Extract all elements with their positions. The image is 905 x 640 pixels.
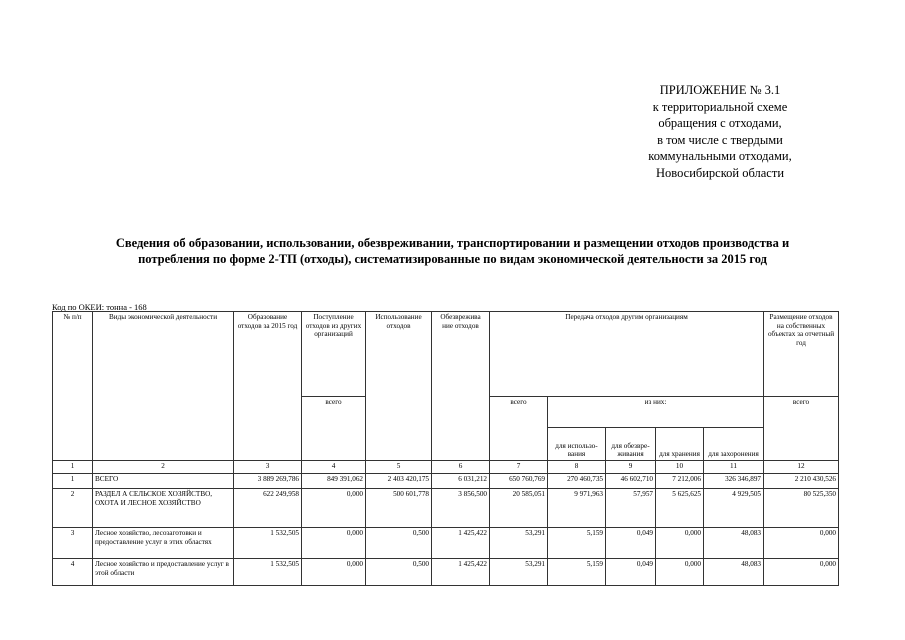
row-num: 3 [53,528,93,559]
row-num: 4 [53,559,93,586]
cell: 80 525,350 [764,489,839,528]
row-name: ВСЕГО [93,474,234,489]
appendix-line: коммунальными отходами, [648,149,792,163]
header-for-neutral: для обезвре- живания [606,428,656,461]
table-row [53,474,839,489]
cell: 0,000 [302,528,366,559]
header-of-them: из них: [548,397,764,428]
header-received-total: всего [302,397,366,461]
col-number: 7 [490,461,548,474]
cell: 500 601,778 [366,489,432,528]
cell: 0,000 [302,489,366,528]
table-row [53,559,839,586]
waste-table [52,311,839,586]
cell: 1 425,422 [432,559,490,586]
document-title: Сведения об образовании, использовании, обезвреживании, транспортировании и размещении отходов производства и потребления по форме 2-ТП (отходы), систематизированные по видам экономической деятельности за 2015 год [115,236,790,266]
col-number: 3 [234,461,302,474]
cell: 0,049 [606,528,656,559]
col-number: 10 [656,461,704,474]
col-number: 4 [302,461,366,474]
cell: 0,000 [764,528,839,559]
header-kind: Виды экономической деятельности [93,312,234,461]
cell: 57,957 [606,489,656,528]
header-row [53,312,839,397]
cell: 5 625,625 [656,489,704,528]
cell: 20 585,051 [490,489,548,528]
header-placement-total: всего [764,397,839,461]
appendix-line: к территориальной схеме [652,99,788,114]
header-placement: Размещение отходов на собственных объектах за отчетный год [764,312,839,397]
row-name: РАЗДЕЛ А СЕЛЬСКОЕ ХОЗЯЙСТВО, ОХОТА И ЛЕСНОЕ ХОЗЯЙСТВО [93,489,234,528]
appendix-line: в том числе с твердыми [657,132,783,147]
cell: 849 391,062 [302,474,366,489]
cell: 9 971,963 [548,489,606,528]
col-number: 8 [548,461,606,474]
col-number: 12 [764,461,839,474]
cell: 3 856,500 [432,489,490,528]
appendix-line: Новосибирской области [655,165,785,180]
header-for-use: для использо- вания [548,428,606,461]
cell: 5,159 [548,528,606,559]
cell: 48,083 [704,528,764,559]
cell: 650 760,769 [490,474,548,489]
header-received: Поступление отходов из других организаций [302,312,366,397]
table-row [53,489,839,528]
header-formed: Образование отходов за 2015 год [234,312,302,461]
col-number: 5 [366,461,432,474]
table-row [53,528,839,559]
cell: 3 889 269,786 [234,474,302,489]
header-transfer-total: всего [490,397,548,461]
row-name: Лесное хозяйство, лесозаготовки и предоставление услуг в этих областях [93,528,234,559]
cell: 6 031,212 [432,474,490,489]
cell: 2 403 420,175 [366,474,432,489]
cell: 1 532,505 [234,528,302,559]
cell: 622 249,958 [234,489,302,528]
okei-code: Код по ОКЕИ: тонна - 168 [52,302,147,312]
cell: 0,000 [764,559,839,586]
cell: 2 210 430,526 [764,474,839,489]
cell: 326 346,897 [704,474,764,489]
row-name: Лесное хозяйство и предоставление услуг в этой области [93,559,234,586]
cell: 0,000 [302,559,366,586]
cell: 1 425,422 [432,528,490,559]
cell: 53,291 [490,528,548,559]
cell: 7 212,006 [656,474,704,489]
header-for-burial: для захоронения [704,428,764,461]
col-number: 9 [606,461,656,474]
cell: 46 602,710 [606,474,656,489]
cell: 1 532,505 [234,559,302,586]
cell: 0,000 [656,528,704,559]
header-neutralized: Обезврежива ние отходов [432,312,490,461]
header-for-storage: для хранения [656,428,704,461]
col-number: 1 [53,461,93,474]
header-num: № п/п [53,312,93,461]
cell: 53,291 [490,559,548,586]
cell: 0,049 [606,559,656,586]
column-numbers-row [53,461,839,474]
cell: 0,500 [366,528,432,559]
cell: 48,083 [704,559,764,586]
col-number: 11 [704,461,764,474]
cell: 0,000 [656,559,704,586]
header-used: Использование отходов [366,312,432,461]
row-num: 1 [53,474,93,489]
cell: 0,500 [366,559,432,586]
appendix-line: обращения с отходами, [658,116,782,130]
cell: 270 460,735 [548,474,606,489]
col-number: 6 [432,461,490,474]
cell: 4 929,505 [704,489,764,528]
appendix-line: ПРИЛОЖЕНИЕ № 3.1 [659,83,781,97]
appendix-block [615,82,825,181]
row-num: 2 [53,489,93,528]
cell: 5,159 [548,559,606,586]
header-transfer: Передача отходов другим организациям [490,312,764,397]
col-number: 2 [93,461,234,474]
